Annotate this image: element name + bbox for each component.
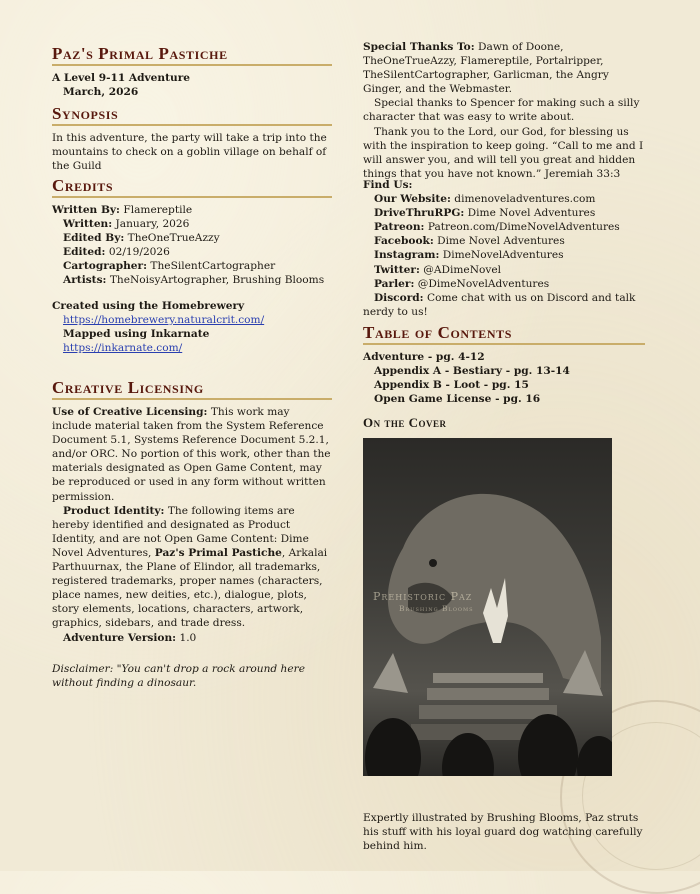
credits-rule: [52, 196, 332, 198]
credits-block: [52, 203, 332, 288]
page-title: Paz's Primal Pastiche: [52, 44, 228, 63]
find-us-drivethrurpg[interactable]: DriveThruRPG: Dime Novel Adventures: [374, 207, 596, 220]
cover-caption: Expertly illustrated by Brushing Blooms, Paz struts his stuff with his loyal guard dog watching carefully behind him.: [363, 812, 643, 853]
toc-rule: [363, 343, 645, 345]
cover-heading: On the Cover: [363, 415, 447, 430]
adventure-level: A Level 9-11 Adventure: [52, 72, 191, 84]
find-us-discord[interactable]: Discord: Come chat with us on Discord and talk nerdy to us!: [363, 291, 636, 318]
thanks-spencer: Special thanks to Spencer for making such a silly character that was easy to write about.: [363, 97, 640, 124]
credit-artists: Artists: TheNoisyArtographer, Brushing Blooms: [63, 274, 325, 287]
find-us-twitter[interactable]: Twitter: @ADimeNovel: [374, 263, 501, 276]
thanks-block: [363, 40, 645, 181]
adventure-date: March, 2026: [63, 86, 139, 98]
created-using: Created using the Homebrewery: [52, 300, 245, 312]
disclaimer: Disclaimer: "You can't drop a rock around here without finding a dinosaur.: [52, 663, 305, 690]
find-us-patreon[interactable]: Patreon: Patreon.com/DimeNovelAdventures: [374, 221, 620, 234]
credit-edited-by: Edited By: TheOneTrueAzzy: [63, 232, 220, 245]
licensing-rule: [52, 398, 332, 400]
title-rule: [52, 64, 332, 66]
licensing-heading: Creative Licensing: [52, 378, 204, 397]
licensing-product-identity: Product Identity: The following items are hereby identified and designated as Product Identity, and are not Open Game Content: Dime Novel Adventures, Paz's Primal Pastiche, Arkalai Parthuurnax, the Plane of Elindor, all trademarks, registered trademarks, proper names (characters, place names, new deities, etc.), dialogue, plots, story elements, locations, characters, artwork, graphics, sidebars, and trade dress.: [52, 504, 328, 630]
credits-heading: Credits: [52, 176, 114, 195]
toc-item[interactable]: Open Game License - pg. 16: [374, 393, 541, 406]
synopsis-rule: [52, 124, 332, 126]
tools-block: [52, 299, 332, 355]
toc-item[interactable]: Appendix B - Loot - pg. 15: [374, 379, 529, 392]
cover-title-overlay: Prehistoric Paz: [373, 590, 473, 603]
mapped-using: Mapped using Inkarnate: [63, 328, 210, 341]
special-thanks: Special Thanks To: Dawn of Doone, TheOneTrueAzzy, Flamereptile, Portalripper, TheSilentCartographer, Garlicman, the Angry Ginger, and the Webmaster.: [363, 41, 609, 96]
toc-list: [363, 350, 645, 406]
cover-credit-overlay: Brushing Blooms: [399, 604, 474, 613]
credit-cartographer: Cartographer: TheSilentCartographer: [63, 260, 276, 273]
synopsis-text: In this adventure, the party will take a trip into the mountains to check on a goblin village on behalf of the Guild: [52, 132, 327, 173]
find-us-heading: Find Us:: [363, 179, 413, 191]
synopsis-heading: Synopsis: [52, 104, 119, 123]
inkarnate-link[interactable]: https://inkarnate.com/: [63, 342, 183, 355]
credit-written-by: Written By: Flamereptile: [52, 204, 193, 216]
find-us-website[interactable]: Our Website: dimenoveladventures.com: [374, 193, 596, 206]
thanks-lord: Thank you to the Lord, our God, for blessing us with the inspiration to keep going. “Call to me and I will answer you, and will tell you great and hidden things that you have not known.” Jeremiah 33:3: [363, 125, 644, 180]
toc-item[interactable]: Adventure - pg. 4-12: [363, 351, 485, 363]
find-us-instagram[interactable]: Instagram: DimeNovelAdventures: [374, 249, 564, 262]
credit-edited: Edited: 02/19/2026: [63, 246, 170, 259]
homebrewery-link[interactable]: https://homebrewery.naturalcrit.com/: [63, 314, 265, 327]
toc-item[interactable]: Appendix A - Bestiary - pg. 13-14: [374, 365, 570, 378]
credit-written: Written: January, 2026: [63, 218, 190, 231]
adventure-version: Adventure Version: 1.0: [63, 631, 197, 644]
find-us-facebook[interactable]: Facebook: Dime Novel Adventures: [374, 235, 565, 248]
cover-illustration: [363, 438, 612, 776]
toc-heading: Table of Contents: [363, 323, 513, 342]
licensing-block: [52, 405, 332, 645]
find-us-parler[interactable]: Parler: @DimeNovelAdventures: [374, 277, 550, 290]
find-us-block: [363, 178, 645, 319]
licensing-use: Use of Creative Licensing: This work may include material taken from the System Reference Document 5.1, Systems Reference Document 5.2.1, and/or ORC. No portion of this work, other than the materials designated as Open Game Content, may be reproduced or used in any form without written permission.: [52, 406, 331, 503]
